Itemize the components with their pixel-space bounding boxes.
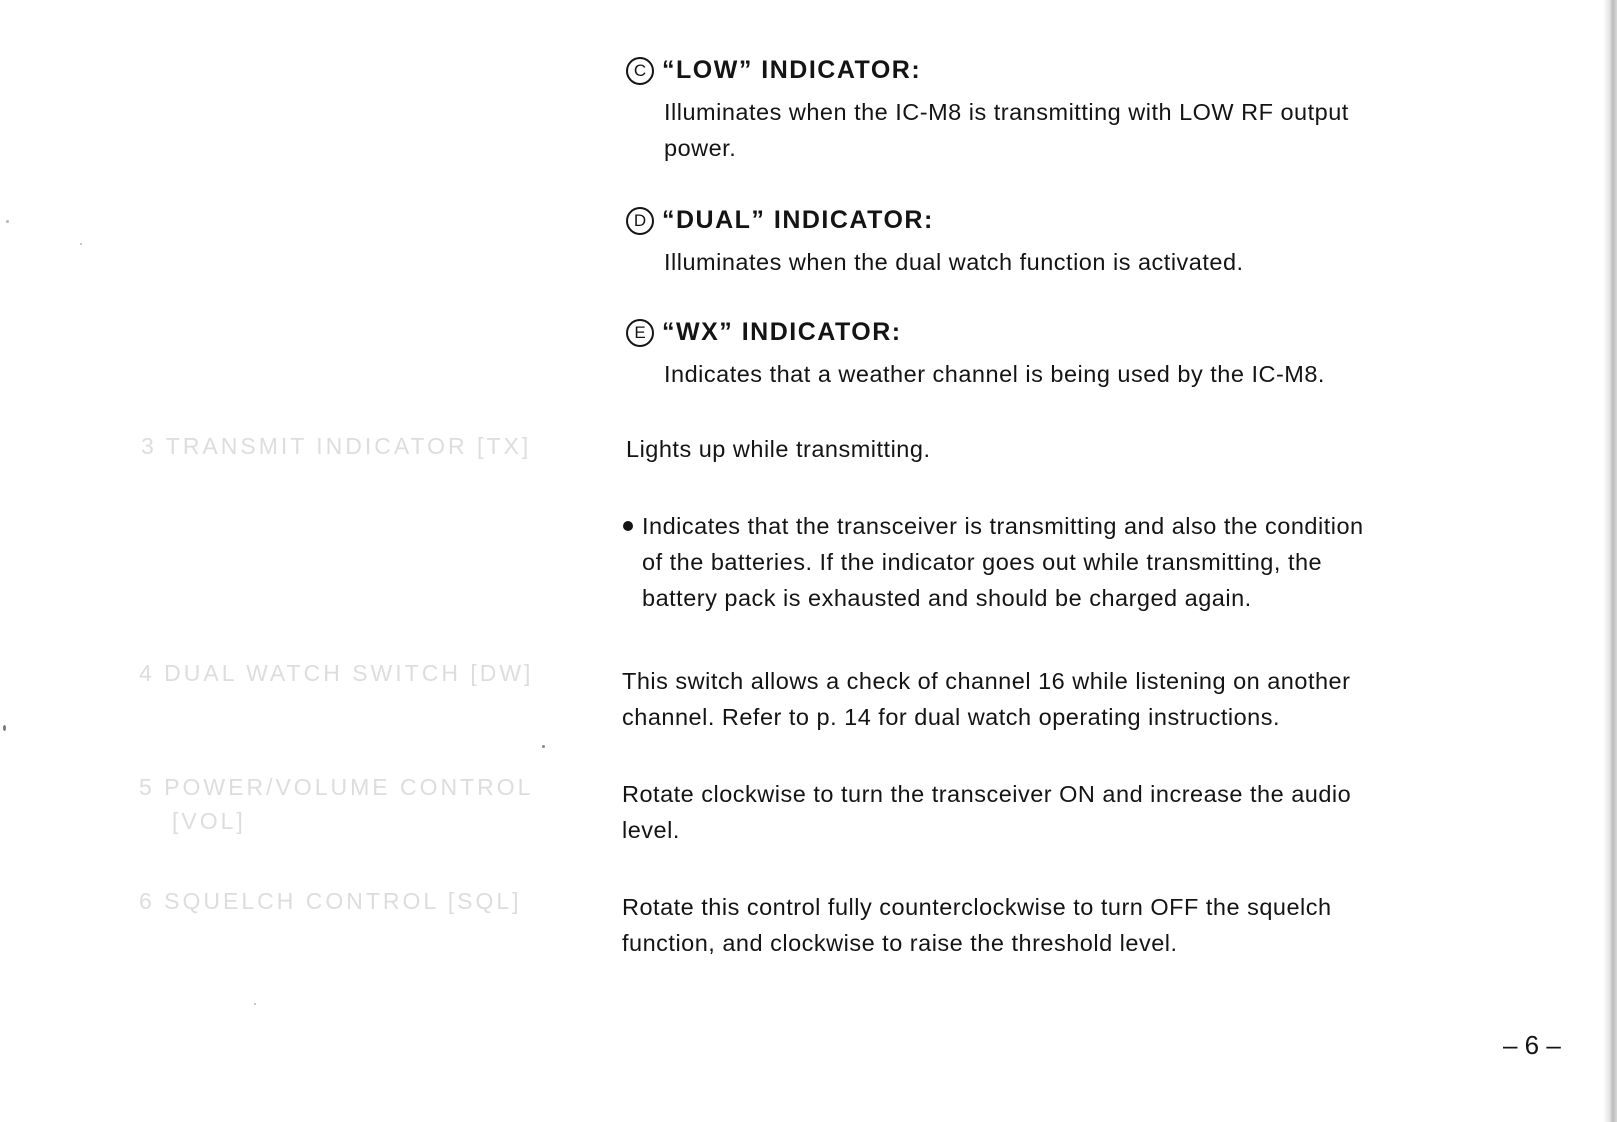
low-indicator-description: [664, 94, 1349, 166]
label-line: [VOL]: [172, 808, 246, 834]
dual-indicator-title: “DUAL” INDICATOR:: [662, 206, 934, 234]
squelch-control-label: 6 SQUELCH CONTROL [SQL]: [139, 888, 522, 914]
circled-e-marker: E: [626, 319, 654, 347]
dual-watch-switch-description: [622, 663, 1350, 735]
low-indicator-title: “LOW” INDICATOR:: [662, 56, 922, 84]
text-line: Rotate clockwise to turn the transceiver ON and increase the audio: [622, 781, 1352, 807]
text-line: Rotate this control fully counterclockwise to turn OFF the squelch: [622, 894, 1332, 920]
text-line: of the batteries. If the indicator goes out while transmitting, the: [642, 549, 1323, 575]
transmit-indicator-label: 3 TRANSMIT INDICATOR [TX]: [141, 433, 532, 459]
circled-c-marker: C: [626, 57, 654, 85]
text-line: Illuminates when the IC-M8 is transmitting with LOW RF output: [664, 99, 1349, 125]
scan-speck: [254, 1003, 256, 1005]
page-number: – 6 –: [1503, 1030, 1561, 1060]
wx-indicator-description: [664, 356, 1325, 392]
low-indicator-heading: [626, 56, 921, 85]
text-line: channel. Refer to p. 14 for dual watch operating instructions.: [622, 704, 1281, 730]
scan-speck: [6, 220, 9, 223]
scan-edge-shadow: [1603, 0, 1617, 1122]
transmit-indicator-bullet: [642, 508, 1364, 616]
dual-watch-switch-label: 4 DUAL WATCH SWITCH [DW]: [139, 660, 534, 686]
text-line: This switch allows a check of channel 16 while listening on another: [622, 668, 1351, 694]
bullet-icon: [623, 521, 633, 531]
power-volume-control-description: [622, 776, 1351, 848]
scan-speck: [80, 243, 82, 245]
power-volume-control-label: [139, 770, 533, 838]
text-line: Indicates that the transceiver is transmitting and also the condition: [642, 513, 1364, 539]
scan-speck: [3, 725, 6, 731]
scan-speck: [542, 745, 545, 748]
wx-indicator-title: “WX” INDICATOR:: [662, 318, 902, 346]
squelch-control-description: [622, 889, 1332, 961]
text-line: Illuminates when the dual watch function is activated.: [664, 249, 1244, 275]
text-line: battery pack is exhausted and should be charged again.: [642, 585, 1252, 611]
dual-indicator-description: [664, 244, 1244, 280]
text-line: function, and clockwise to raise the threshold level.: [622, 930, 1178, 956]
transmit-indicator-description: Lights up while transmitting.: [626, 436, 931, 462]
text-line: power.: [664, 135, 737, 161]
circled-d-marker: D: [626, 207, 654, 235]
text-line: level.: [622, 817, 680, 843]
text-line: Indicates that a weather channel is being used by the IC-M8.: [664, 361, 1325, 387]
dual-indicator-heading: [626, 206, 934, 235]
label-line: 5 POWER/VOLUME CONTROL: [139, 774, 534, 800]
wx-indicator-heading: [626, 318, 902, 347]
